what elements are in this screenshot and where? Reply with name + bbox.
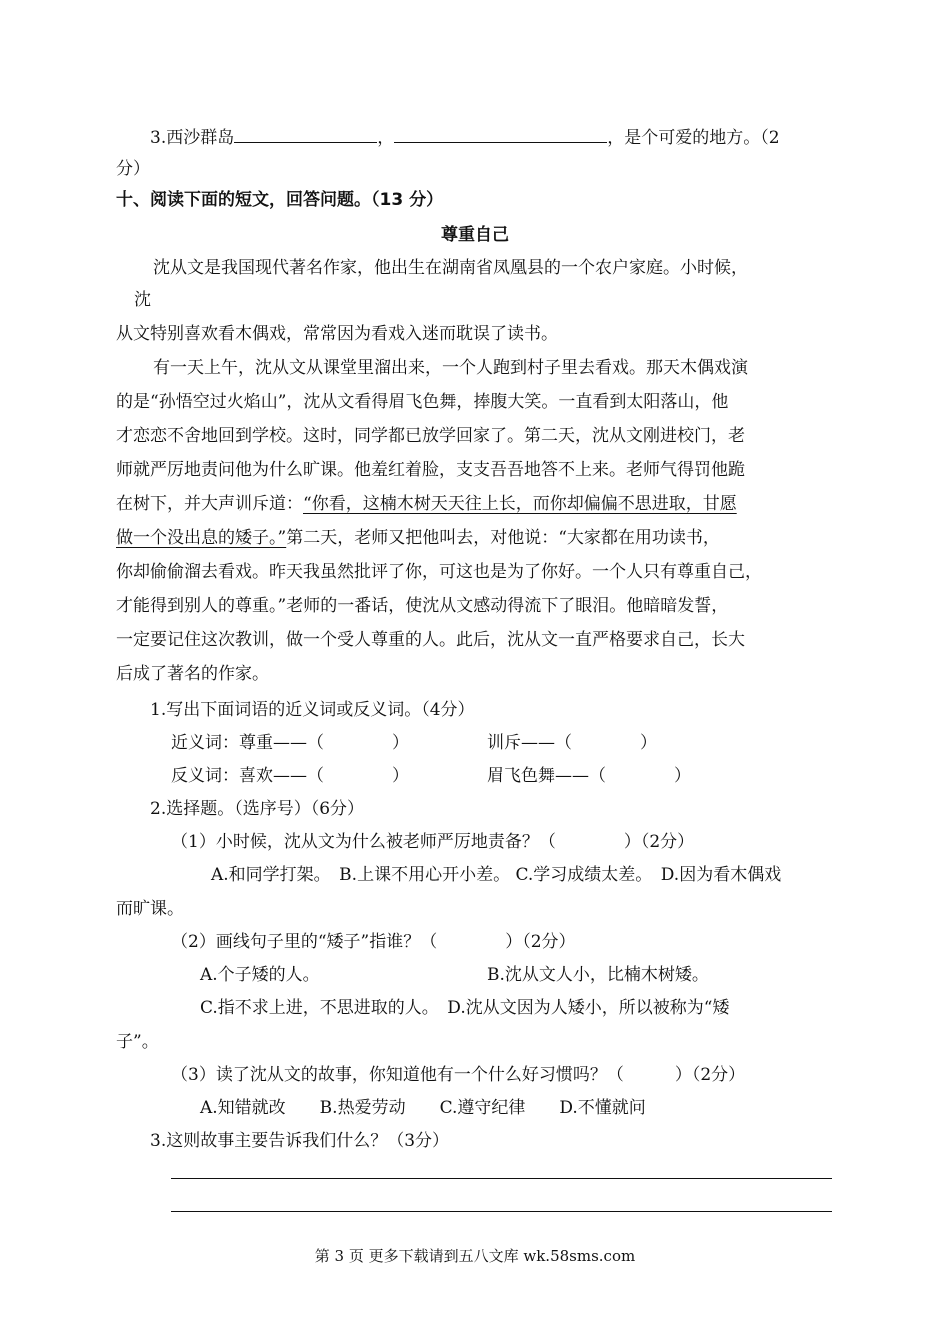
passage-title: 尊重自己 <box>441 225 509 245</box>
synonym-item: 训斥——（ ） <box>487 733 657 753</box>
fill-question-3 <box>150 124 780 150</box>
passage-line-text: 在树下，并大声训斥道： <box>116 494 303 514</box>
question-2-2-options-cd: C.指不求上进，不思进取的人。 D.沈从文因为人矮小，所以被称为“矮 <box>200 998 730 1018</box>
synonym-item: 近义词：尊重——（ ） <box>171 733 409 753</box>
question-2-1-options-wrap: 而旷课。 <box>116 899 184 919</box>
passage-line-underlined <box>116 492 737 516</box>
passage-line: 才能得到别人的尊重。”老师的一番话，使沈从文感动得流下了眼泪。他暗暗发誓， <box>116 596 729 616</box>
fill-question-3-tail: ，是个可爱的地方。（2 <box>607 128 780 148</box>
answer-blank-1[interactable] <box>234 124 377 143</box>
question-2-1-options: A.和同学打架。 B.上课不用心开小差。 C.学习成绩太差。 D.因为看木偶戏 <box>211 865 782 885</box>
page-footer: 第 3 页 更多下载请到五八文库 wk.58sms.com <box>314 1247 636 1265</box>
fill-separator: ， <box>377 128 395 148</box>
section-10-heading: 十、阅读下面的短文，回答问题。（13 分） <box>116 190 444 210</box>
answer-line[interactable] <box>171 1211 832 1212</box>
passage-line: 后成了著名的作家。 <box>116 664 269 684</box>
antonym-item: 眉飞色舞——（ ） <box>487 766 691 786</box>
passage-line-underlined <box>116 526 720 550</box>
question-1-stem: 1.写出下面词语的近义词或反义词。（4分） <box>150 700 475 720</box>
fill-question-3-wrap: 分） <box>116 159 150 179</box>
answer-blank-2[interactable] <box>394 124 607 143</box>
passage-line-text: 第二天，老师又把他叫去，对他说：“大家都在用功读书， <box>286 528 720 548</box>
question-2-3-options: A.知错就改 B.热爱劳动 C.遵守纪律 D.不懂就问 <box>200 1098 646 1118</box>
question-3-stem: 3.这则故事主要告诉我们什么？（3分） <box>150 1131 450 1151</box>
passage-line: 从文特别喜欢看木偶戏，常常因为看戏入迷而耽误了读书。 <box>116 324 558 344</box>
question-2-1: （1）小时候，沈从文为什么被老师严厉地责备？（ ）（2分） <box>171 832 695 852</box>
underlined-sentence: 做一个没出息的矮子。” <box>116 528 287 548</box>
passage-line: 你却偷偷溜去看戏。昨天我虽然批评了你，可这也是为了你好。一个人只有尊重自己， <box>116 562 762 582</box>
underlined-sentence: “你看，这楠木树天天往上长，而你却偏偏不思进取，甘愿 <box>303 494 737 514</box>
antonym-item: 反义词：喜欢——（ ） <box>171 766 409 786</box>
passage-line: 一定要记住这次教训，做一个受人尊重的人。此后，沈从文一直严格要求自己，长大 <box>116 630 745 650</box>
passage-line: 沈 <box>134 290 151 310</box>
question-2-2-option-a: A.个子矮的人。 <box>200 965 320 985</box>
question-2-stem: 2.选择题。（选序号）（6分） <box>150 799 365 819</box>
passage-line: 才恋恋不舍地回到学校。这时，同学都已放学回家了。第二天，沈从文刚进校门，老 <box>116 426 745 446</box>
passage-line: 师就严厉地责问他为什么旷课。他羞红着脸，支支吾吾地答不上来。老师气得罚他跪 <box>116 460 745 480</box>
question-2-2: （2）画线句子里的“矮子”指谁？（ ）（2分） <box>171 932 576 952</box>
fill-question-3-label: 3.西沙群岛 <box>150 128 235 148</box>
answer-line[interactable] <box>171 1178 832 1179</box>
question-2-2-options-wrap: 子”。 <box>116 1032 159 1052</box>
passage-line: 的是“孙悟空过火焰山”，沈从文看得眉飞色舞，捧腹大笑。一直看到太阳落山，他 <box>116 392 729 412</box>
question-2-2-option-b: B.沈从文人小，比楠木树矮。 <box>487 965 709 985</box>
question-2-3: （3）读了沈从文的故事，你知道他有一个什么好习惯吗？（ ）（2分） <box>171 1065 746 1085</box>
passage-line: 沈从文是我国现代著名作家，他出生在湖南省凤凰县的一个农户家庭。小时候， <box>153 258 748 278</box>
passage-line: 有一天上午，沈从文从课堂里溜出来，一个人跑到村子里去看戏。那天木偶戏演 <box>153 358 748 378</box>
